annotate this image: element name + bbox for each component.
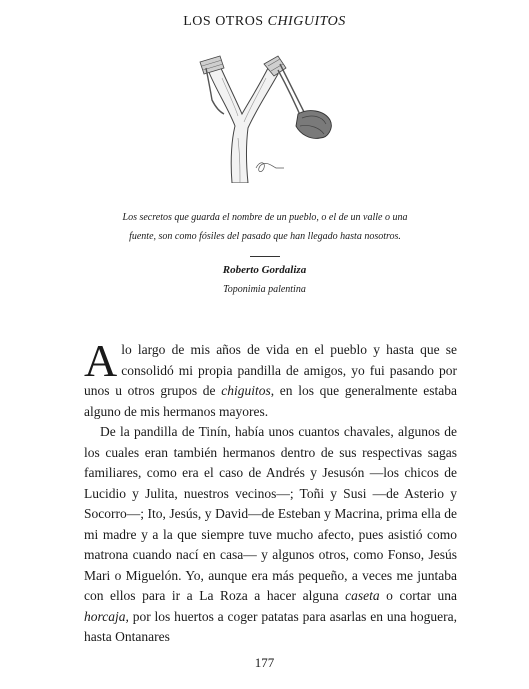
header-title-plain: LOS OTROS [183, 14, 268, 29]
body-text [84, 335, 457, 648]
epigraph-author: Roberto Gordaliza [222, 264, 307, 276]
paragraph-1-text-b: , en los que generalmente estaba alguno de mis hermanos mayores. [84, 383, 457, 419]
epigraph-divider [250, 256, 280, 257]
paragraph-2 [84, 422, 457, 648]
running-header [0, 14, 529, 30]
paragraph-2-italic-b: horcaja, [84, 608, 129, 624]
epigraph-line-2: fuente, son como fósiles del pasado que han llegado hasta nosotros. [129, 231, 401, 242]
paragraph-1-italic: chiguitos [221, 383, 271, 398]
epigraph-quote [95, 208, 435, 246]
slingshot-drawing-icon [180, 48, 350, 183]
epigraph-source: Toponimia palentina [223, 284, 306, 295]
epigraph-line-1: Los secretos que guarda el nombre de un pueblo, o el de un valle o una [122, 212, 408, 223]
header-title-italic: CHIGUITOS [267, 14, 346, 29]
paragraph-2-text-c: por los huertos a coger patatas para asarlas en una hoguera, hasta Ontanares [84, 608, 457, 644]
paragraph-2-text-a: De la pandilla de Tinín, había unos cuantos chavales, algunos de los cuales eran también hermanos dentro de sus respectivas sagas familiares, como era el caso de Andrés y Jesusón —los chicos de Lucidio y Julita, nuestros vecinos—; Toñi y Susi —de Asterio y Socorro—; Ito, Jesús, y David—de Esteban y Macrina, prima ella de mi madre y a la que siempre tuve mucho afecto, pues asistió como matrona cuando nací en casa— y algunos otros, como Fonso, Jesús Mari o Miguelón. Yo, aunque era más pequeño, a veces me juntaba con ellos para ir a La Roza a hacer alguna [84, 424, 457, 603]
paragraph-2-italic-a: caseta [345, 588, 380, 603]
page-number: 177 [254, 655, 275, 670]
paragraph-1-text-a: lo largo de mis años de vida en el pueblo y hasta que se consolidó mi propia pandilla de amigos, yo fui pasando por unos u otros grupos de [84, 342, 457, 398]
paragraph-2-text-b: o cortar una [379, 588, 457, 603]
drop-cap: A [84, 335, 118, 386]
paragraph-1 [84, 335, 457, 422]
